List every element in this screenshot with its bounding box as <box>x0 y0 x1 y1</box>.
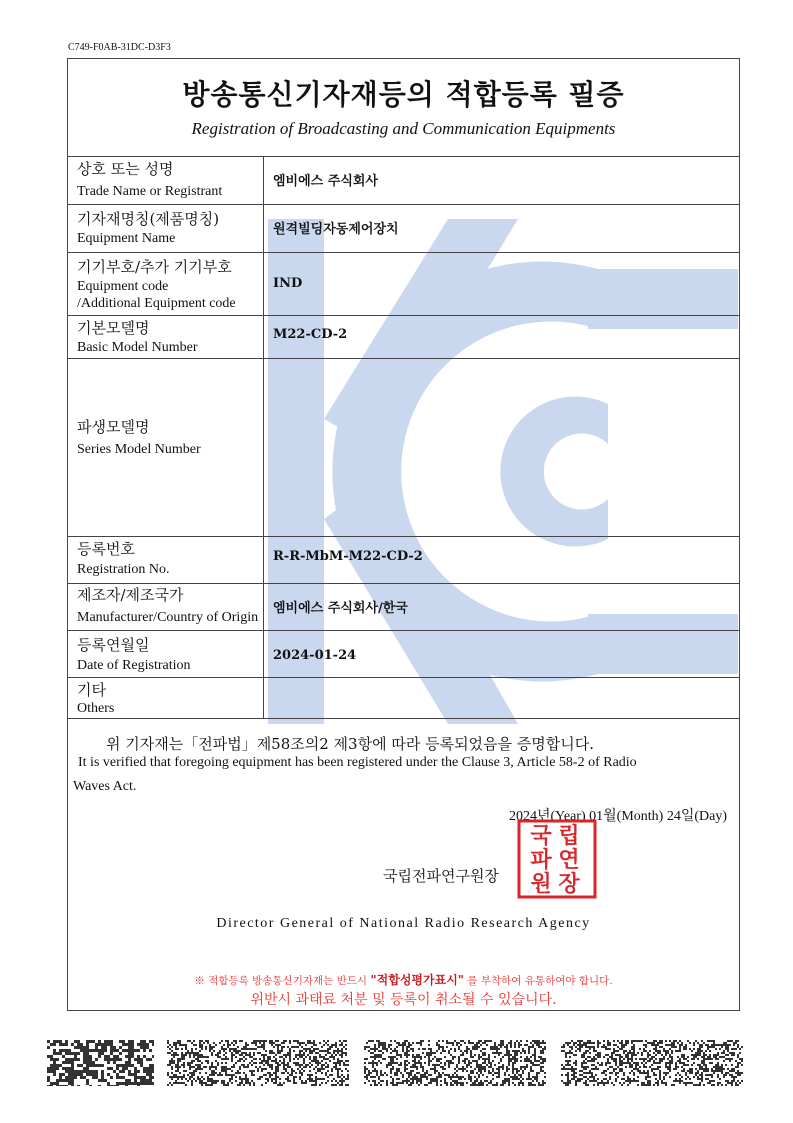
row-date-of-registration <box>68 630 739 678</box>
row-trade-name <box>68 156 739 205</box>
certification-statement-english: It is verified that foregoing equipment has been registered under the Clause 3, Article 58-2 of Radio <box>78 755 637 770</box>
label-korean: 기자재명칭(제품명칭) <box>77 210 220 228</box>
label-english: Manufacturer/Country of Origin <box>77 610 259 625</box>
label-korean: 기본모델명 <box>77 319 150 337</box>
row-registration-no <box>68 536 739 584</box>
label-korean: 상호 또는 성명 <box>77 160 174 178</box>
registration-date-value: 2024-01-24 <box>273 648 357 663</box>
label-english-2: /Additional Equipment code <box>77 296 236 311</box>
row-manufacturer <box>68 583 739 631</box>
title-english: Registration of Broadcasting and Communication Equipments <box>191 119 616 138</box>
trade-name-value: 엠비에스 주식회사 <box>273 174 378 189</box>
label-korean: 제조자/제조국가 <box>77 586 184 604</box>
svg-text:립: 립 <box>558 824 580 849</box>
title-korean: 방송통신기자재등의 적합등록 필증 <box>182 78 625 111</box>
label-korean: 등록번호 <box>77 540 135 558</box>
row-label <box>68 252 264 315</box>
official-seal-icon <box>517 819 597 899</box>
issue-date: 2024년(Year) 01월(Month) 24일(Day) <box>508 809 727 824</box>
barcode-icon <box>167 1040 349 1086</box>
notice-line-2: 위반시 과태료 처분 및 등록이 취소될 수 있습니다. <box>250 992 557 1008</box>
equipment-name-value: 원격빌딩자동제어장치 <box>273 222 399 237</box>
row-label <box>68 583 264 630</box>
certification-statement-korean: 위 기자재는「전파법」제58조의2 제3항에 따라 등록되었음을 증명합니다. <box>106 735 595 753</box>
svg-text:파: 파 <box>530 848 552 873</box>
label-english: Trade Name or Registrant <box>77 184 223 199</box>
svg-text:연: 연 <box>558 848 580 873</box>
certificate-frame <box>67 58 740 1011</box>
label-english: Others <box>77 701 115 716</box>
label-korean: 기기부호/추가 기기부호 <box>77 258 232 276</box>
row-label <box>68 630 264 677</box>
barcode-icon <box>561 1040 743 1086</box>
barcode-icon <box>364 1040 546 1086</box>
issuer-korean: 국립전파연구원장 <box>383 867 499 885</box>
notice-suffix: 를 부착하여 유통하여야 합니다. <box>467 975 613 987</box>
registration-no-value: R-R-MbM-M22-CD-2 <box>273 549 423 564</box>
row-basic-model <box>68 315 739 359</box>
equipment-code-value: IND <box>273 276 303 291</box>
row-label <box>68 677 264 718</box>
row-label <box>68 358 264 536</box>
manufacturer-value: 엠비에스 주식회사/한국 <box>273 601 408 616</box>
label-english: Equipment Name <box>77 231 176 246</box>
qr-code-icon <box>47 1040 154 1086</box>
title-section <box>68 59 739 157</box>
svg-text:국: 국 <box>530 824 552 849</box>
label-korean: 등록연월일 <box>77 636 150 654</box>
label-english: Basic Model Number <box>77 340 198 355</box>
row-series-model <box>68 358 739 537</box>
row-label <box>68 204 264 252</box>
svg-text:장: 장 <box>558 872 580 897</box>
issuer-english: Director General of National Radio Research Agency <box>216 916 591 931</box>
label-english: Registration No. <box>77 562 170 577</box>
notice-line-1 <box>68 971 739 988</box>
document-id: C749-F0AB-31DC-D3F3 <box>68 42 171 53</box>
certification-statement-english-cont: Waves Act. <box>73 779 137 794</box>
label-korean: 파생모델명 <box>77 418 150 436</box>
notice-prefix: ※ 적합등록 방송통신기자재는 반드시 <box>194 975 368 987</box>
label-korean: 기타 <box>77 681 106 699</box>
row-label <box>68 536 264 583</box>
svg-text:원: 원 <box>530 872 552 897</box>
row-others <box>68 677 739 719</box>
notice-emphasis: "적합성평가표시" <box>370 973 465 987</box>
row-equipment-name <box>68 204 739 253</box>
row-label <box>68 315 264 358</box>
basic-model-value: M22-CD-2 <box>273 327 348 342</box>
row-label <box>68 156 264 204</box>
label-english: Series Model Number <box>77 442 201 457</box>
label-english: Date of Registration <box>77 658 191 673</box>
label-english: Equipment code <box>77 279 169 294</box>
row-equipment-code <box>68 252 739 316</box>
